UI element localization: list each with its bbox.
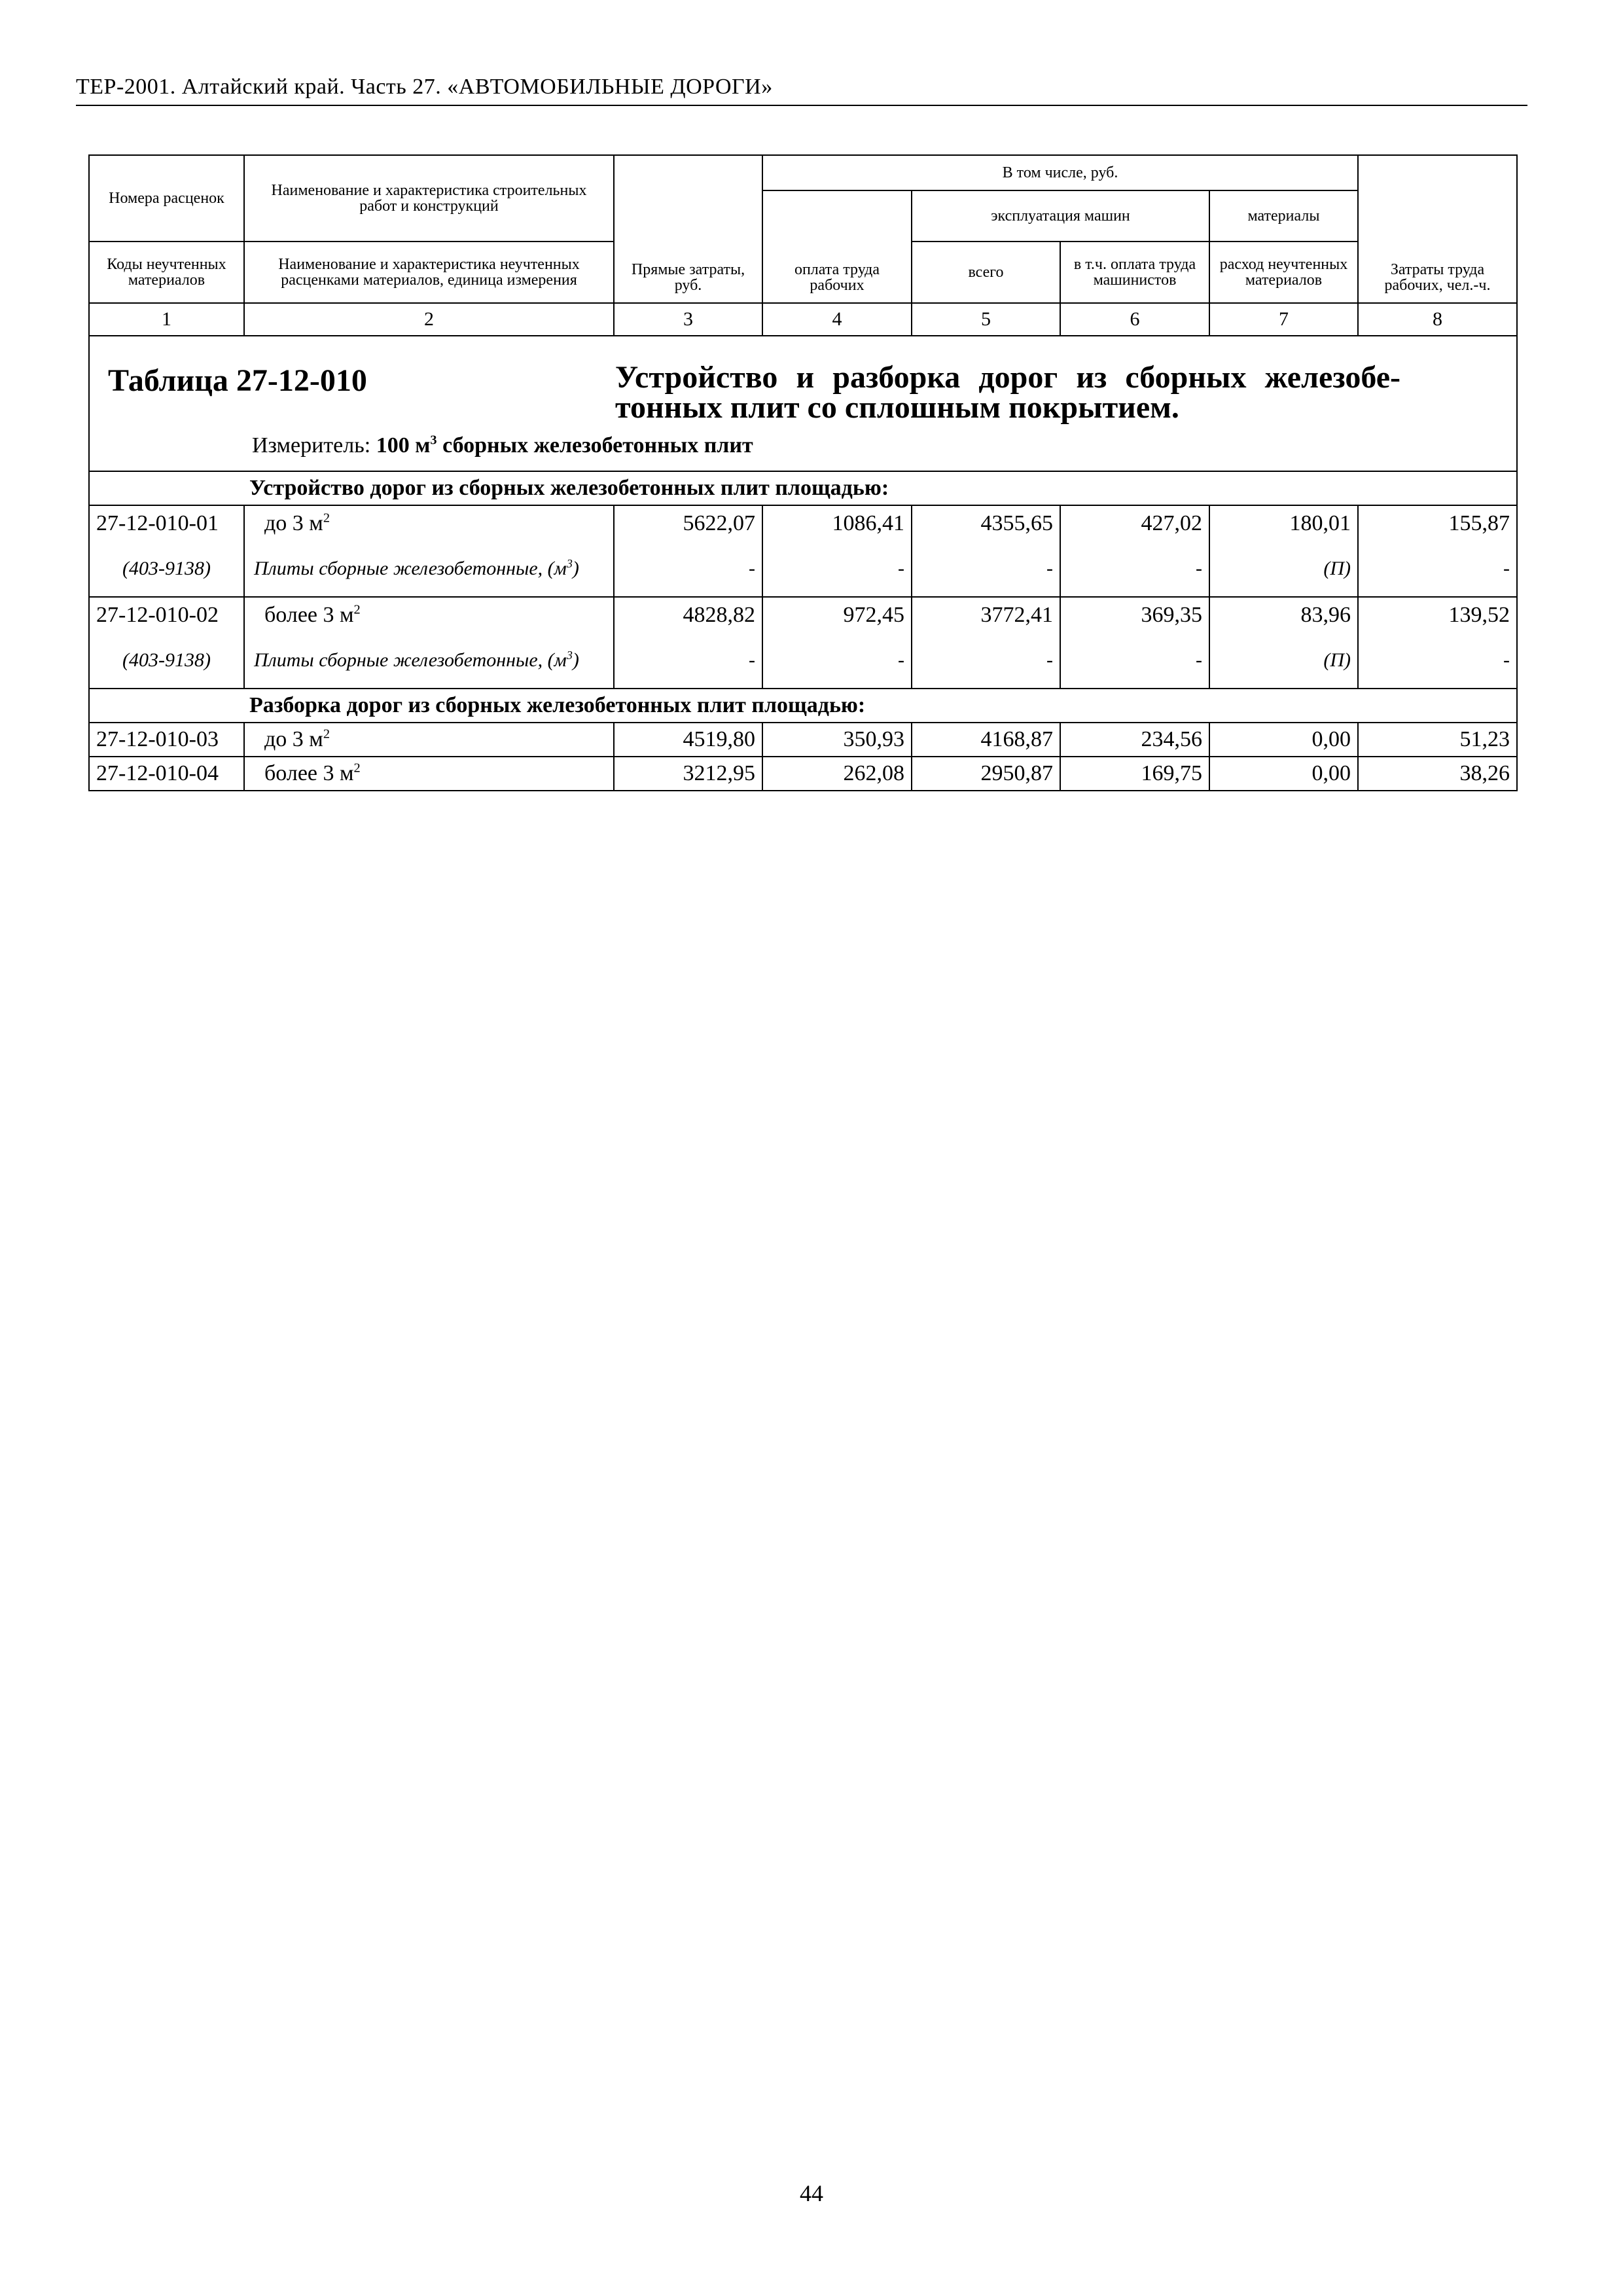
material-desc-end: ) xyxy=(572,557,579,579)
material-value: (П) xyxy=(1209,632,1358,689)
column-number: 8 xyxy=(1358,303,1517,336)
header-col1-top: Номера расценок xyxy=(89,155,244,242)
material-value: - xyxy=(614,541,762,597)
column-number: 7 xyxy=(1209,303,1358,336)
section-heading: Устройство дорог из сборных железобетонных плит площадью: xyxy=(244,471,1517,505)
rate-desc-sup: 2 xyxy=(323,726,330,742)
rate-description xyxy=(244,505,614,541)
materials: 0,00 xyxy=(1209,757,1358,791)
header-col1-bottom: Коды неучтенных материалов xyxy=(89,242,244,303)
rate-desc-sup: 2 xyxy=(323,511,330,526)
column-number: 4 xyxy=(762,303,912,336)
labor-hours: 155,87 xyxy=(1358,505,1517,541)
material-desc-sup: 3 xyxy=(566,648,573,662)
rate-desc-sup: 2 xyxy=(353,761,361,776)
header-col2-top: Наименование и характеристика строительных работ и конструкций xyxy=(244,155,614,242)
material-value: - xyxy=(912,541,1060,597)
header-col4: оплата труда рабочих xyxy=(762,190,912,303)
running-head: ТЕР-2001. Алтайский край. Часть 27. «АВТОМОБИЛЬНЫЕ ДОРОГИ» xyxy=(76,75,773,99)
column-number: 5 xyxy=(912,303,1060,336)
rate-description xyxy=(244,723,614,757)
header-col2-bottom: Наименование и характеристика неучтенных расценками материалов, единица измерения xyxy=(244,242,614,303)
material-value: - xyxy=(1060,541,1209,597)
material-value: - xyxy=(1060,632,1209,689)
materials: 180,01 xyxy=(1209,505,1358,541)
material-code: (403-9138) xyxy=(89,541,244,597)
machinists-pay: 369,35 xyxy=(1060,597,1209,632)
material-value: - xyxy=(762,632,912,689)
meter-value: 100 м xyxy=(376,433,431,457)
material-value: - xyxy=(912,632,1060,689)
labor-hours: 139,52 xyxy=(1358,597,1517,632)
direct-costs: 5622,07 xyxy=(614,505,762,541)
header-col7: расход неучтенных материалов xyxy=(1209,242,1358,303)
column-number: 2 xyxy=(244,303,614,336)
labor-hours: 51,23 xyxy=(1358,723,1517,757)
direct-costs: 4519,80 xyxy=(614,723,762,757)
labor-pay: 350,93 xyxy=(762,723,912,757)
page-number: 44 xyxy=(800,2180,823,2206)
section-heading: Разборка дорог из сборных железобетонных плит площадью: xyxy=(244,689,1517,723)
material-code: (403-9138) xyxy=(89,632,244,689)
rate-desc-sup: 2 xyxy=(353,602,361,617)
rates-table xyxy=(88,154,1518,791)
direct-costs: 4828,82 xyxy=(614,597,762,632)
rate-desc-text: до 3 м xyxy=(264,511,323,535)
column-number: 3 xyxy=(614,303,762,336)
materials: 0,00 xyxy=(1209,723,1358,757)
direct-costs: 3212,95 xyxy=(614,757,762,791)
meter-sup: 3 xyxy=(430,433,437,448)
meter-rest: сборных железобетонных плит xyxy=(437,433,753,457)
header-col3: Прямые затраты, руб. xyxy=(614,155,762,303)
header-col8: Затраты труда рабочих, чел.-ч. xyxy=(1358,155,1517,303)
meter-label: Измеритель: xyxy=(252,433,371,457)
material-value: - xyxy=(614,632,762,689)
measurement-unit xyxy=(252,433,753,458)
materials: 83,96 xyxy=(1209,597,1358,632)
rate-code: 27-12-010-03 xyxy=(89,723,244,757)
rate-code: 27-12-010-02 xyxy=(89,597,244,632)
rate-desc-text: до 3 м xyxy=(264,727,323,751)
material-desc-text: Плиты сборные железобетонные, (м xyxy=(254,649,567,671)
rate-description xyxy=(244,757,614,791)
labor-pay: 972,45 xyxy=(762,597,912,632)
machinists-pay: 427,02 xyxy=(1060,505,1209,541)
header-col6: в т.ч. оплата труда машинистов xyxy=(1060,242,1209,303)
header-group-materials: материалы xyxy=(1209,190,1358,242)
material-description xyxy=(244,541,614,597)
rate-desc-text: более 3 м xyxy=(264,602,354,627)
machines-total: 3772,41 xyxy=(912,597,1060,632)
material-desc-end: ) xyxy=(572,649,579,671)
material-value: - xyxy=(1358,632,1517,689)
column-number: 6 xyxy=(1060,303,1209,336)
material-value: - xyxy=(1358,541,1517,597)
labor-pay: 1086,41 xyxy=(762,505,912,541)
material-desc-sup: 3 xyxy=(566,556,573,570)
machines-total: 4355,65 xyxy=(912,505,1060,541)
section-spacer xyxy=(89,689,244,723)
rate-desc-text: более 3 м xyxy=(264,761,354,785)
rate-code: 27-12-010-01 xyxy=(89,505,244,541)
rate-code: 27-12-010-04 xyxy=(89,757,244,791)
material-value: (П) xyxy=(1209,541,1358,597)
table-number: Таблица 27-12-010 xyxy=(108,363,367,398)
material-desc-text: Плиты сборные железобетонные, (м xyxy=(254,557,567,579)
machinists-pay: 234,56 xyxy=(1060,723,1209,757)
machinists-pay: 169,75 xyxy=(1060,757,1209,791)
column-number: 1 xyxy=(89,303,244,336)
section-spacer xyxy=(89,471,244,505)
material-value: - xyxy=(762,541,912,597)
header-group-machines: эксплуатация машин xyxy=(912,190,1209,242)
machines-total: 2950,87 xyxy=(912,757,1060,791)
header-rule xyxy=(76,105,1527,106)
table-title-block xyxy=(89,336,1517,471)
labor-pay: 262,08 xyxy=(762,757,912,791)
header-group-incl: В том числе, руб. xyxy=(762,155,1358,190)
rate-description xyxy=(244,597,614,632)
table-name: Устройство и разборка дорог из сборных железобе-тонных плит со сплошным покрытием. xyxy=(615,360,1400,425)
machines-total: 4168,87 xyxy=(912,723,1060,757)
material-description xyxy=(244,632,614,689)
labor-hours: 38,26 xyxy=(1358,757,1517,791)
header-col5: всего xyxy=(912,242,1060,303)
